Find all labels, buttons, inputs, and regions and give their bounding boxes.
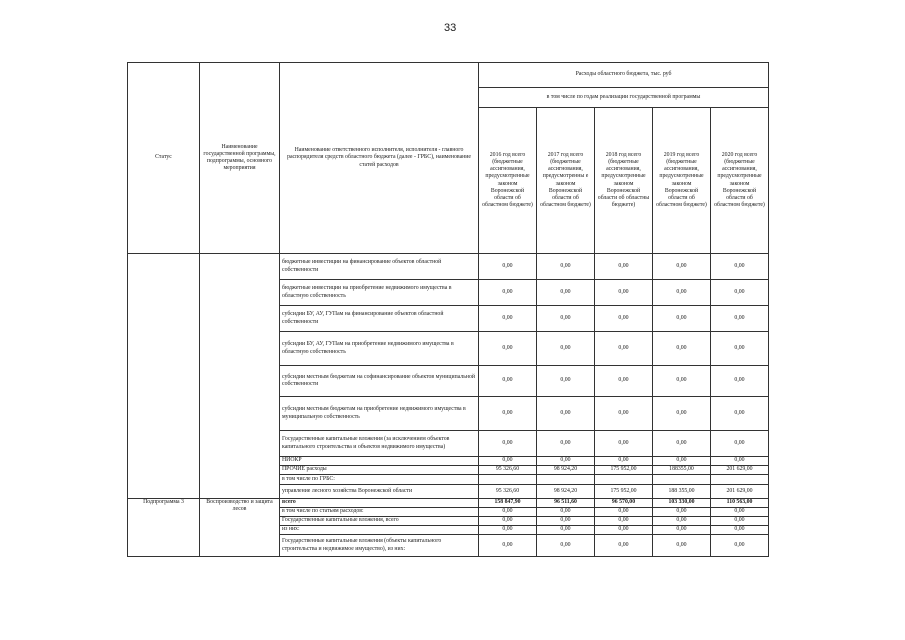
- header-responsible: Наименование ответственного исполнителя, исполнителя - главного распорядителя средств областного бюджета (далее - ГРБС), наименование статей расходов: [280, 63, 479, 254]
- row-value: 0,00: [711, 254, 769, 280]
- row-value: 0,00: [479, 254, 537, 280]
- table-row: [128, 254, 769, 280]
- row-value: 96 570,00: [595, 499, 653, 508]
- program-cell-empty: [200, 254, 280, 499]
- row-value: 175 952,00: [595, 466, 653, 475]
- header-year-2016: 2016 год всего (бюджетные ассигнования, предусмотренные законом Воронежской области об областном бюджете): [479, 108, 537, 254]
- row-value: 0,00: [653, 431, 711, 457]
- row-label: субсидии местным бюджетам на софинансирование объектов муниципальной собственности: [280, 366, 479, 397]
- row-label: ПРОЧИЕ расходы: [280, 466, 479, 475]
- row-value: 0,00: [479, 306, 537, 332]
- row-value: 158 847,90: [479, 499, 537, 508]
- row-value: 0,00: [711, 280, 769, 306]
- row-label: в том числе по статьям расходов:: [280, 508, 479, 517]
- row-value: 0,00: [595, 306, 653, 332]
- row-value: [653, 475, 711, 485]
- row-value: [595, 475, 653, 485]
- row-value: 0,00: [653, 306, 711, 332]
- row-value: 0,00: [537, 306, 595, 332]
- row-value: 0,00: [653, 280, 711, 306]
- row-value: 188355,00: [653, 466, 711, 475]
- row-value: 98 924,20: [537, 466, 595, 475]
- row-value: [537, 475, 595, 485]
- row-value: 110 563,00: [711, 499, 769, 508]
- row-value: 0,00: [653, 535, 711, 557]
- row-value: 0,00: [595, 517, 653, 526]
- row-value: 0,00: [711, 306, 769, 332]
- row-value: 175 952,00: [595, 485, 653, 499]
- row-value: 0,00: [479, 332, 537, 366]
- row-value: 0,00: [711, 397, 769, 431]
- row-value: [711, 475, 769, 485]
- row-value: 201 629,00: [711, 466, 769, 475]
- subprogram-status: Подпрограмма 3: [128, 499, 200, 557]
- header-year-2018: 2018 год всего (бюджетные ассигнования, предусмотренные законом Воронежской области об областны бюджете): [595, 108, 653, 254]
- row-label: бюджетные инвестиции на приобретение недвижимого имущества в областную собственность: [280, 280, 479, 306]
- row-label: Государственные капитальные вложения, всего: [280, 517, 479, 526]
- row-value: 0,00: [653, 397, 711, 431]
- row-value: 0,00: [653, 526, 711, 535]
- budget-table: [127, 62, 769, 557]
- row-value: 98 924,20: [537, 485, 595, 499]
- row-label: из них:: [280, 526, 479, 535]
- row-value: 0,00: [653, 517, 711, 526]
- row-value: 0,00: [653, 366, 711, 397]
- row-value: 0,00: [595, 332, 653, 366]
- row-label: НИОКР: [280, 457, 479, 466]
- subprogram-name: Воспроизводство и защита лесов: [200, 499, 280, 557]
- row-value: 0,00: [479, 366, 537, 397]
- row-value: 0,00: [479, 397, 537, 431]
- row-value: 0,00: [537, 457, 595, 466]
- row-value: 0,00: [711, 366, 769, 397]
- row-value: 0,00: [711, 431, 769, 457]
- row-value: 0,00: [595, 397, 653, 431]
- row-value: 0,00: [653, 254, 711, 280]
- header-program-name: Наименование государственной программы, подпрограммы, основного мероприятия: [200, 63, 280, 254]
- row-value: 96 511,60: [537, 499, 595, 508]
- row-value: 0,00: [595, 366, 653, 397]
- row-value: 0,00: [479, 280, 537, 306]
- row-value: 0,00: [711, 508, 769, 517]
- page-number: 33: [444, 22, 457, 34]
- row-value: 0,00: [711, 517, 769, 526]
- row-value: 0,00: [537, 332, 595, 366]
- header-year-2020: 2020 год всего (бюджетные ассигнования, предусмотренные законом Воронежской области об областном бюджете): [711, 108, 769, 254]
- row-label: в том числе по ГРБС:: [280, 475, 479, 485]
- row-label: субсидии БУ, АУ, ГУПам на финансирование объектов областной собственности: [280, 306, 479, 332]
- row-value: 201 629,00: [711, 485, 769, 499]
- header-status: Статус: [128, 63, 200, 254]
- row-value: 0,00: [653, 332, 711, 366]
- row-value: 0,00: [595, 280, 653, 306]
- row-label: субсидии местным бюджетам на приобретение недвижимого имущества в муниципальную собственность: [280, 397, 479, 431]
- row-value: 0,00: [711, 332, 769, 366]
- row-value: 0,00: [595, 457, 653, 466]
- row-value: 0,00: [537, 535, 595, 557]
- row-value: 0,00: [653, 457, 711, 466]
- row-value: 0,00: [479, 526, 537, 535]
- row-value: 0,00: [479, 457, 537, 466]
- row-label: всего: [280, 499, 479, 508]
- row-value: 0,00: [711, 535, 769, 557]
- row-value: 0,00: [537, 508, 595, 517]
- row-value: 0,00: [537, 397, 595, 431]
- row-value: 0,00: [653, 508, 711, 517]
- row-value: 0,00: [537, 280, 595, 306]
- subprogram-row: [128, 499, 769, 508]
- row-value: 0,00: [537, 254, 595, 280]
- row-label: субсидии БУ, АУ, ГУПам на приобретение недвижимого имущества в областную собственность: [280, 332, 479, 366]
- row-label: управление лесного хозяйства Воронежской области: [280, 485, 479, 499]
- row-label: бюджетные инвестиции на финансирование объектов областной собственности: [280, 254, 479, 280]
- row-value: 188 355,00: [653, 485, 711, 499]
- status-cell-empty: [128, 254, 200, 499]
- row-label: Государственные капитальные вложения (объекты капитального строительства и недвижимое имущество), из них:: [280, 535, 479, 557]
- row-value: 0,00: [711, 526, 769, 535]
- row-value: [479, 475, 537, 485]
- row-value: 0,00: [537, 431, 595, 457]
- header-year-2017: 2017 год всего (бюджетные ассигнования, предусмотренны е законом Воронежской области об областном бюджете): [537, 108, 595, 254]
- row-value: 0,00: [595, 526, 653, 535]
- row-value: 0,00: [479, 508, 537, 517]
- row-value: 0,00: [479, 535, 537, 557]
- header-year-2019: 2019 год всего (бюджетные ассигнования, предусмотренные законом Воронежской области об областном бюджете): [653, 108, 711, 254]
- row-value: 0,00: [595, 508, 653, 517]
- row-value: 95 326,60: [479, 466, 537, 475]
- row-value: 95 326,60: [479, 485, 537, 499]
- row-value: 0,00: [595, 535, 653, 557]
- row-value: 0,00: [711, 457, 769, 466]
- row-value: 0,00: [595, 254, 653, 280]
- header-by-year: в том числе по годам реализации государственной программы: [479, 88, 769, 108]
- row-value: 0,00: [537, 517, 595, 526]
- row-value: 0,00: [479, 517, 537, 526]
- row-label: Государственные капитальные вложения (за исключением объектов капитального строительства и объектов недвижимого имущества): [280, 431, 479, 457]
- header-expenses: Расходы областного бюджета, тыс. руб: [479, 63, 769, 88]
- row-value: 0,00: [537, 526, 595, 535]
- row-value: 103 330,00: [653, 499, 711, 508]
- row-value: 0,00: [595, 431, 653, 457]
- row-value: 0,00: [479, 431, 537, 457]
- row-value: 0,00: [537, 366, 595, 397]
